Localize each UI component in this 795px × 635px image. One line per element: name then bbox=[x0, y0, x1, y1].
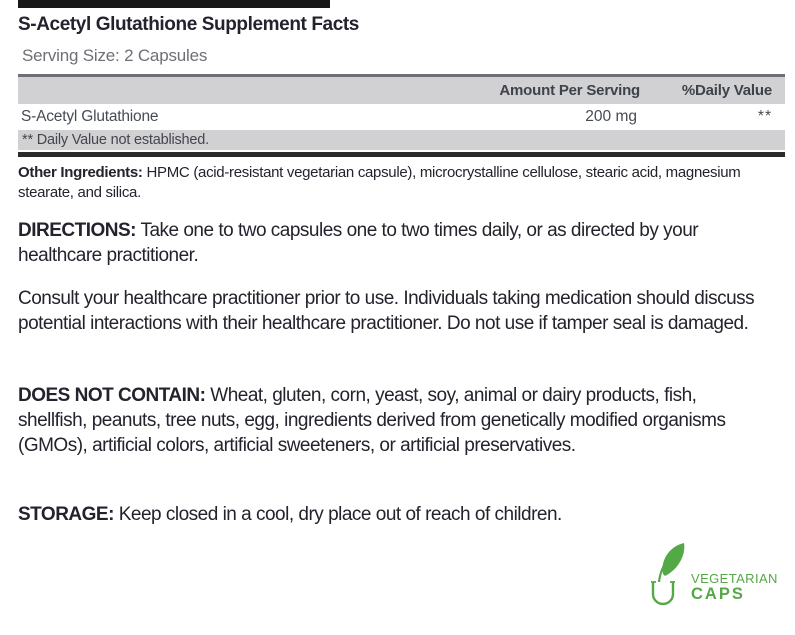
other-ingredients-label: Other Ingredients: bbox=[18, 164, 143, 181]
table-bottom-bar bbox=[18, 152, 785, 157]
leaf-capsule-icon bbox=[644, 541, 686, 605]
page-title: S-Acetyl Glutathione Supplement Facts bbox=[18, 14, 359, 35]
directions-label: DIRECTIONS: bbox=[18, 220, 136, 241]
storage-text: Keep closed in a cool, dry place out of reach of children. bbox=[118, 504, 562, 525]
table-row bbox=[18, 104, 785, 130]
vegetarian-caps-logo bbox=[644, 541, 778, 605]
nutrient-daily-value: ** bbox=[757, 108, 772, 125]
logo-text bbox=[691, 572, 778, 605]
footnote-text: ** Daily Value not established. bbox=[22, 132, 209, 148]
directions-text: Take one to two capsules one to two times daily, or as directed by your healthcare practitioner. bbox=[18, 220, 699, 266]
footnote-row bbox=[18, 130, 785, 150]
storage-label: STORAGE: bbox=[18, 504, 114, 525]
logo-line-vegetarian: VEGETARIAN bbox=[691, 571, 778, 586]
logo-line-caps: CAPS bbox=[691, 585, 745, 603]
other-ingredients-paragraph bbox=[18, 163, 780, 203]
table-header-row bbox=[18, 77, 785, 104]
other-ingredients-text: HPMC (acid-resistant vegetarian capsule), microcrystalline cellulose, stearic acid, magnesium stearate, and silica. bbox=[18, 164, 741, 201]
header-amount-per-serving: Amount Per Serving bbox=[499, 82, 640, 99]
nutrient-amount: 200 mg bbox=[585, 108, 637, 125]
serving-size: Serving Size: 2 Capsules bbox=[22, 46, 208, 65]
does-not-contain-paragraph bbox=[18, 383, 766, 458]
does-not-contain-label: DOES NOT CONTAIN: bbox=[18, 385, 206, 406]
consult-text: Consult your healthcare practitioner prior to use. Individuals taking medication should discuss potential interactions with their healthcare practitioner. Do not use if tamper seal is damaged. bbox=[18, 288, 755, 334]
does-not-contain-text: Wheat, gluten, corn, yeast, soy, animal or dairy products, fish, shellfish, peanuts, tree nuts, egg, ingredients derived from genetically modified organisms (GMOs), artificial colors, artificial sweeteners, or artificial preservatives. bbox=[18, 385, 726, 456]
facts-table bbox=[18, 74, 785, 157]
directions-paragraph bbox=[18, 218, 766, 268]
nutrient-name: S-Acetyl Glutathione bbox=[21, 108, 159, 125]
storage-paragraph bbox=[18, 502, 766, 527]
top-border-bar bbox=[18, 0, 330, 8]
header-daily-value: %Daily Value bbox=[681, 82, 772, 99]
consult-paragraph bbox=[18, 286, 766, 336]
